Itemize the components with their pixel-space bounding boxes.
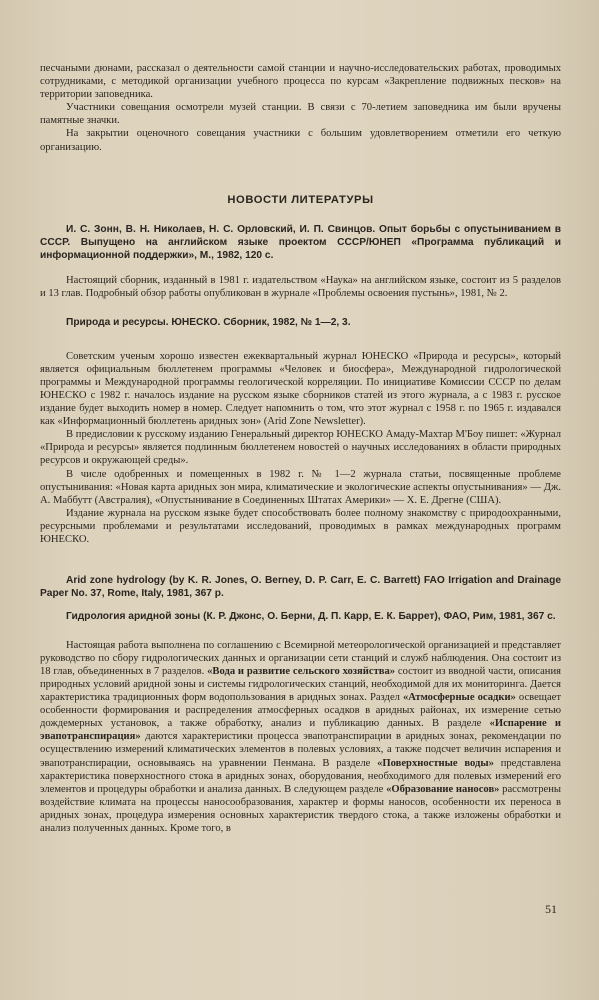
item3-heading-precipitation: «Атмосферные осадки»: [402, 692, 516, 704]
item2-paragraph-1: Советским ученым хорошо известен ежеквартальный журнал ЮНЕСКО «Природа и ресурсы», который является официальным бюллетенем программы «Человек и биосфера», Международной гидрологической программы и Международной программы геологической корреляции. По инициативе Комиссии СССР по делам ЮНЕСКО с 1982 г. началось издание на русском языке сборников статей из этого журнала, а с 1983 г. русское издание будет выходить номер в номер. Следует напомнить о том, что этот журнал с 1958 г. по 1965 г. издавался как «Информационный бюллетень аридных зон» (Arid Zone Newsletter).: [40, 350, 561, 428]
item3-text-f: представлена характеристика поверхностного стока в аридных зонах, оборудования, необходимого для полевых измерений его элементов и процедуры обработки и анализа данных. В следующем разделе: [40, 757, 562, 795]
intro-paragraph-1: песчаными дюнами, рассказал о деятельности самой станции и научно-исследовательских работах, проводимых сотрудниками, с методикой организации учебного процесса по курсам «Закрепление подвижных песков» на территории заповедника.: [40, 63, 561, 101]
item3-heading-water: «Вода и развитие сельского хозяйства»: [207, 665, 396, 677]
reference-3-russian: Гидрология аридной зоны (К. Р. Джонс, О. Берни, Д. П. Карр, Е. К. Баррет), ФАО, Рим, 1981, 367 с.: [66, 611, 556, 623]
item3-text-d: освещает особенности формирования и распределения атмосферных осадков в аридных районах, их измерение сетью дождемерных установок, а также обработку, анализ и публикацию данных. В разделе: [40, 692, 561, 730]
reference-1: И. С. Зонн, В. Н. Николаев, Н. С. Орловский, И. П. Свинцов. Опыт борьбы с опустыниванием в СССР. Выпущено на английском языке проектом СССР/ЮНЕП «Программа публикаций и информационной поддержки», М., 1982, 120 с.: [40, 223, 561, 262]
intro-paragraph-3: На закрытии оценочного совещания участники с большим удовлетворением отметили его четкую организацию.: [40, 128, 561, 153]
item3-text-g: рассмотрены воздействие климата на процессы наносообразования, характер и формы наносов, особенности их переноса в аридных зонах, процедура измерения основных характеристик твердого стока, а также изложены обработки и анализ полученных данных. Кроме того, в: [40, 783, 561, 834]
page-number: 51: [545, 902, 557, 916]
item3-text-e: даются характеристики процесса эвапотранспирации в аридных зонах, рекомендации по осуществлению измерений климатических элементов в полевых условиях, а также подсчет величин испарения и эвапотранспирации, основываясь на уравнении Пенмана. В разделе: [40, 731, 561, 769]
item2-paragraph-4: Издание журнала на русском языке будет способствовать более полному знакомству с природоохранными, ресурсными проблемами и результатами исследований, проводимых в рамках международных программ ЮНЕСКО.: [40, 507, 561, 545]
item2-paragraph-2: В предисловии к русскому изданию Генеральный директор ЮНЕСКО Амаду-Махтар М'Боу пишет: «Журнал «Природа и ресурсы» является подлинным бюллетенем новостей о научных исследованиях в области природных ресурсов и окружающей среды».: [40, 429, 561, 467]
item3-text-a: Настоящая работа выполнена по соглашению с Всемирной метеорологической организацией и представляет руководство по сбору гидрологических данных и организации сети станций и служб наблюдения. Она состоит из 18 глав, объединенных в 7 разделов.: [40, 639, 561, 677]
intro-paragraph-2: Участники совещания осмотрели музей станции. В связи с 70-летием заповедника им были вручены памятные значки.: [40, 102, 561, 127]
item3-heading-surface-water: «Поверхностные воды»: [377, 757, 494, 769]
item3-heading-evaporation: «Испарение и эвапотранспирация»: [40, 718, 561, 743]
item3-text-c: состоит из вводной части, описания природных условий аридной зоны и системы гидрологических станций, необходимой для их мониторинга. Дается характеристика традиционных форм водопользования в аридных зонах. Раздел: [40, 665, 561, 704]
item3-paragraph: [40, 639, 561, 835]
item2-paragraph-3: В числе одобренных и помещенных в 1982 г. № 1—2 журнала статьи, посвященные проблеме опустынивания: «Новая карта аридных зон мира, климатические и экологические аспекты опустынивания» — Дж. А. Маббутт (Австралия), «Опустынивание в Соединенных Штатах Америки» — Х. Е. Дрегне (США).: [40, 468, 561, 506]
item3-heading-sediment: «Образование наносов»: [386, 783, 500, 795]
reference-2: Природа и ресурсы. ЮНЕСКО. Сборник, 1982, № 1—2, 3.: [66, 317, 351, 329]
reference-3-english: Arid zone hydrology (by K. R. Jones, O. Berney, D. P. Carr, E. C. Barrett) FAO Irrigation and Drainage Paper No. 37, Rome, Italy, 1981, 367 p.: [40, 575, 561, 600]
item1-paragraph: Настоящий сборник, изданный в 1981 г. издательством «Наука» на английском языке, состоит из 5 разделов и 13 глав. Подробный обзор работы опубликован в журнале «Проблемы освоения пустынь», 1981, № 2.: [40, 275, 561, 300]
section-title: НОВОСТИ ЛИТЕРАТУРЫ: [227, 193, 374, 206]
